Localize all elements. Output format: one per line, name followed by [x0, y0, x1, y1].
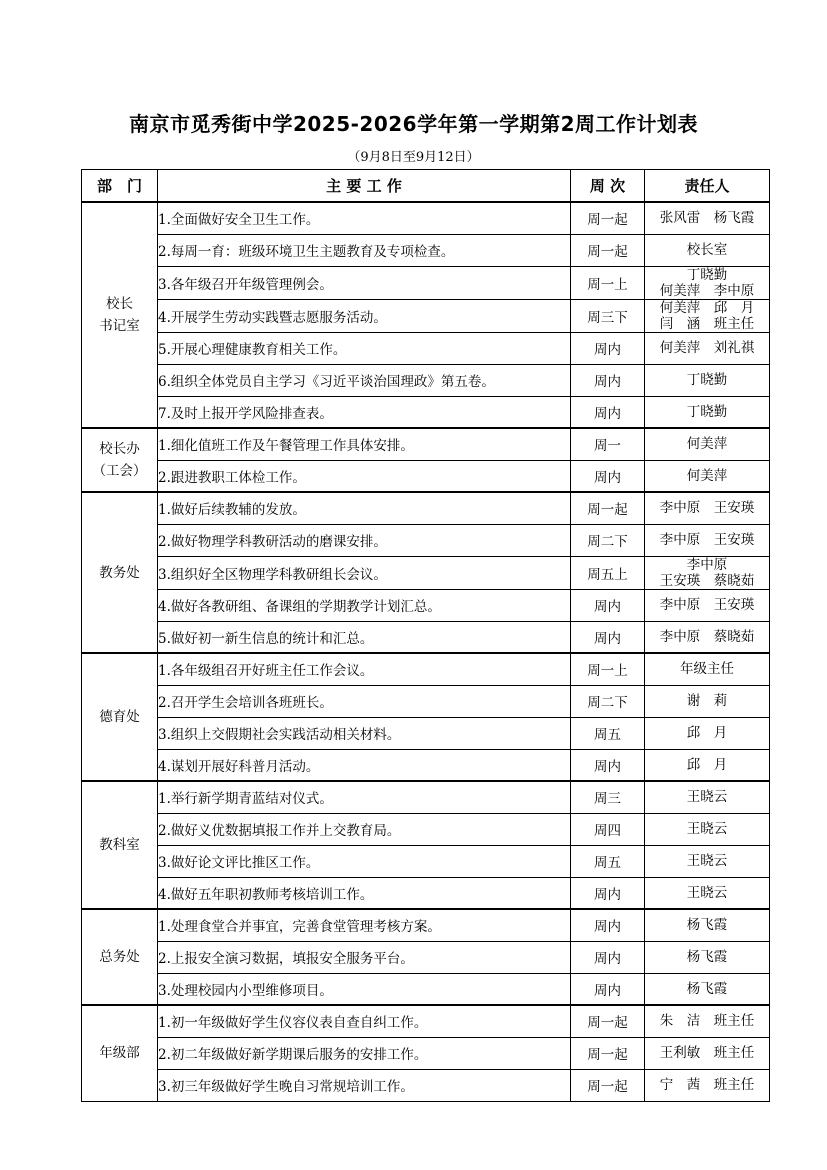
responsible-name: 宁 茜 班主任 [659, 1077, 755, 1093]
week-cell: 周四 [571, 813, 645, 845]
work-plan-table [81, 169, 770, 1102]
table-row [82, 1069, 770, 1101]
header-task: 主 要 工 作 [158, 170, 571, 203]
task-cell: 6.组织全体党员自主学习《习近平谈治国理政》第五卷。 [158, 364, 571, 396]
table-row [82, 202, 770, 234]
table-row [82, 428, 770, 460]
responsible-cell [645, 717, 770, 749]
task-cell: 3.初三年级做好学生晚自习常规培训工作。 [158, 1069, 571, 1101]
table-row [82, 1005, 770, 1037]
responsible-name: 杨飞霞 [686, 917, 728, 934]
task-cell: 1.做好后续教辅的发放。 [158, 492, 571, 524]
department-cell [82, 909, 158, 1005]
task-cell: 2.召开学生会培训各班班长。 [158, 685, 571, 717]
responsible-cell [645, 428, 770, 460]
responsible-name: 丁晓勤 [686, 403, 728, 420]
responsible-cell [645, 589, 770, 621]
department-name: （工会） [92, 463, 147, 479]
task-cell: 3.各年级召开年级管理例会。 [158, 266, 571, 299]
responsible-name: 何美萍 李中原 [659, 282, 755, 299]
responsible-cell [645, 813, 770, 845]
task-cell: 2.做好物理学科教研活动的磨课安排。 [158, 524, 571, 556]
responsible-name: 张风雷 杨飞霞 [659, 210, 755, 227]
week-cell: 周一起 [571, 1005, 645, 1037]
table-row [82, 299, 770, 332]
task-cell: 2.上报安全演习数据，填报安全服务平台。 [158, 941, 571, 973]
responsible-name: 闫 涵 班主任 [659, 315, 755, 332]
table-row [82, 589, 770, 621]
task-cell: 1.全面做好安全卫生工作。 [158, 202, 571, 234]
responsible-name: 朱 洁 班主任 [659, 1013, 755, 1030]
task-cell: 2.跟进教职工体检工作。 [158, 460, 571, 492]
table-row [82, 234, 770, 266]
responsible-name: 李中原 王安瑛 [659, 597, 755, 613]
task-cell: 4.开展学生劳动实践暨志愿服务活动。 [158, 299, 571, 332]
responsible-name: 何美萍 邱 月 [659, 299, 755, 316]
responsible-cell [645, 202, 770, 234]
responsible-cell [645, 877, 770, 909]
task-cell: 3.组织好全区物理学科教研组长会议。 [158, 556, 571, 589]
table-row [82, 877, 770, 909]
table-row [82, 813, 770, 845]
responsible-name: 丁晓勤 [686, 266, 728, 283]
responsible-name: 李中原 蔡晓茹 [659, 628, 755, 645]
week-cell: 周二下 [571, 685, 645, 717]
page-title: 南京市觅秀街中学2025-2026学年第一学期第2周工作计划表 [128, 112, 699, 136]
header-resp: 责任人 [645, 170, 770, 203]
responsible-cell [645, 524, 770, 556]
table-row [82, 845, 770, 877]
task-cell: 2.每周一育：班级环境卫生主题教育及专项检查。 [158, 234, 571, 266]
week-cell: 周内 [571, 909, 645, 941]
responsible-cell [645, 364, 770, 396]
responsible-cell [645, 685, 770, 717]
responsible-name: 王晓云 [686, 789, 728, 806]
responsible-cell [645, 266, 770, 299]
header-row [82, 170, 770, 203]
responsible-cell [645, 556, 770, 589]
responsible-name: 李中原 [686, 556, 728, 573]
week-cell: 周三下 [571, 299, 645, 332]
responsible-name: 王晓云 [686, 884, 728, 901]
department-cell [82, 428, 158, 492]
week-cell: 周五上 [571, 556, 645, 589]
responsible-cell [645, 234, 770, 266]
week-cell: 周一起 [571, 234, 645, 266]
responsible-name: 何美萍 [686, 436, 728, 453]
week-cell: 周内 [571, 589, 645, 621]
responsible-name: 李中原 王安瑛 [659, 532, 755, 548]
responsible-name: 李中原 王安瑛 [659, 500, 755, 517]
task-cell: 2.做好义优数据填报工作并上交教育局。 [158, 813, 571, 845]
week-cell: 周内 [571, 941, 645, 973]
table-row [82, 749, 770, 781]
week-cell: 周内 [571, 332, 645, 364]
department-name: 教科室 [99, 837, 140, 853]
table-row [82, 396, 770, 428]
responsible-cell [645, 299, 770, 332]
responsible-cell [645, 909, 770, 941]
table-row [82, 973, 770, 1005]
header-dept: 部 门 [82, 170, 158, 203]
week-cell: 周一起 [571, 1069, 645, 1101]
header-week: 周 次 [571, 170, 645, 203]
responsible-name: 王利敏 班主任 [659, 1045, 755, 1061]
department-name: 书记室 [99, 318, 140, 334]
week-cell: 周内 [571, 621, 645, 653]
task-cell: 4.谋划开展好科普月活动。 [158, 749, 571, 781]
table-row [82, 909, 770, 941]
week-cell: 周五 [571, 717, 645, 749]
department-name: 校长办 [99, 441, 140, 457]
responsible-name: 王晓云 [686, 821, 728, 837]
task-cell: 5.做好初一新生信息的统计和汇总。 [158, 621, 571, 653]
week-cell: 周一起 [571, 202, 645, 234]
week-cell: 周一上 [571, 266, 645, 299]
week-cell: 周内 [571, 877, 645, 909]
responsible-cell [645, 845, 770, 877]
responsible-name: 邱 月 [686, 725, 728, 741]
responsible-cell [645, 396, 770, 428]
responsible-name: 杨飞霞 [686, 949, 728, 965]
table-row [82, 332, 770, 364]
responsible-cell [645, 460, 770, 492]
department-name: 校长 [106, 296, 133, 312]
table-row [82, 460, 770, 492]
task-cell: 3.组织上交假期社会实践活动相关材料。 [158, 717, 571, 749]
department-cell [82, 653, 158, 781]
table-row [82, 717, 770, 749]
responsible-name: 校长室 [686, 242, 728, 258]
responsible-name: 年级主任 [680, 661, 734, 678]
department-cell [82, 781, 158, 909]
table-row [82, 653, 770, 685]
week-cell: 周内 [571, 396, 645, 428]
week-cell: 周内 [571, 973, 645, 1005]
responsible-name: 何美萍 刘礼祺 [659, 340, 755, 356]
department-cell [82, 492, 158, 653]
task-cell: 2.初二年级做好新学期课后服务的安排工作。 [158, 1037, 571, 1069]
responsible-cell [645, 492, 770, 524]
task-cell: 5.开展心理健康教育相关工作。 [158, 332, 571, 364]
responsible-name: 邱 月 [686, 756, 728, 773]
task-cell: 1.各年级组召开好班主任工作会议。 [158, 653, 571, 685]
week-cell: 周一 [571, 428, 645, 460]
task-cell: 4.做好各教研组、备课组的学期教学计划汇总。 [158, 589, 571, 621]
table-row [82, 492, 770, 524]
responsible-name: 何美萍 [686, 467, 728, 484]
responsible-cell [645, 1037, 770, 1069]
responsible-cell [645, 653, 770, 685]
department-name: 总务处 [99, 949, 140, 965]
responsible-cell [645, 749, 770, 781]
week-cell: 周五 [571, 845, 645, 877]
responsible-name: 谢 莉 [686, 693, 728, 709]
task-cell: 1.细化值班工作及午餐管理工作具体安排。 [158, 428, 571, 460]
department-cell [82, 202, 158, 428]
task-cell: 7.及时上报开学风险排查表。 [158, 396, 571, 428]
responsible-name: 王安瑛 蔡晓茹 [659, 572, 755, 589]
department-cell [82, 1005, 158, 1101]
responsible-cell [645, 1005, 770, 1037]
responsible-name: 王晓云 [686, 853, 728, 869]
table-row [82, 524, 770, 556]
week-cell: 周内 [571, 749, 645, 781]
responsible-cell [645, 781, 770, 813]
table-row [82, 781, 770, 813]
week-cell: 周一起 [571, 492, 645, 524]
week-cell: 周一起 [571, 1037, 645, 1069]
task-cell: 1.处理食堂合并事宜，完善食堂管理考核方案。 [158, 909, 571, 941]
responsible-cell [645, 1069, 770, 1101]
responsible-cell [645, 621, 770, 653]
week-cell: 周三 [571, 781, 645, 813]
table-row [82, 1037, 770, 1069]
department-name: 教务处 [99, 564, 140, 581]
responsible-cell [645, 941, 770, 973]
table-row [82, 941, 770, 973]
responsible-cell [645, 332, 770, 364]
week-cell: 周二下 [571, 524, 645, 556]
task-cell: 1.举行新学期青蓝结对仪式。 [158, 781, 571, 813]
responsible-name: 丁晓勤 [686, 372, 728, 388]
responsible-name: 杨飞霞 [686, 980, 728, 997]
task-cell: 4.做好五年职初教师考核培训工作。 [158, 877, 571, 909]
table-row [82, 621, 770, 653]
task-cell: 3.处理校园内小型维修项目。 [158, 973, 571, 1005]
table-body [82, 202, 770, 1101]
week-cell: 周内 [571, 364, 645, 396]
task-cell: 3.做好论文评比推区工作。 [158, 845, 571, 877]
responsible-cell [645, 973, 770, 1005]
table-row [82, 685, 770, 717]
department-name: 年级部 [99, 1045, 140, 1062]
table-row [82, 556, 770, 589]
week-cell: 周内 [571, 460, 645, 492]
table-row [82, 364, 770, 396]
date-range: （9月8日至9月12日） [347, 150, 480, 165]
week-cell: 周一上 [571, 653, 645, 685]
department-name: 德育处 [99, 709, 140, 725]
table-row [82, 266, 770, 299]
task-cell: 1.初一年级做好学生仪容仪表自查自纠工作。 [158, 1005, 571, 1037]
